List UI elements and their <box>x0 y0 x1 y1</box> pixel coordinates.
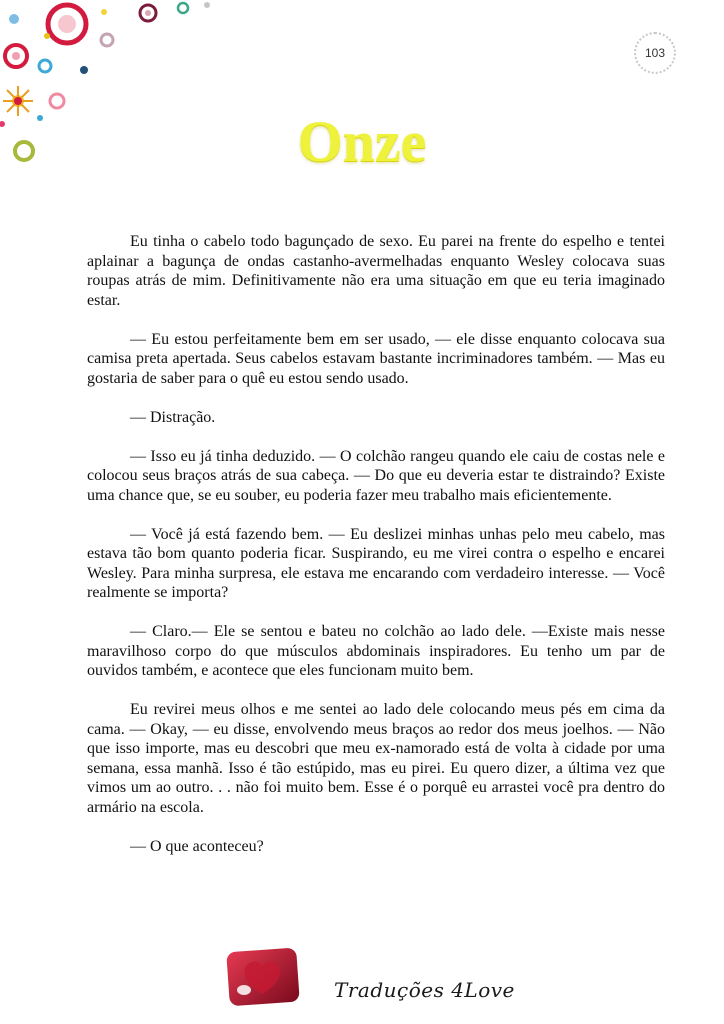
chapter-body <box>87 232 665 876</box>
paragraph: — Claro.— Ele se sentou e bateu no colchão ao lado dele. —Existe mais nesse maravilhoso corpo do que músculos abdominais inspiradores. Eu tenho um par de ouvidos também, e acontece que eles funcionam muito bem. <box>87 623 665 679</box>
paragraph: — O que aconteceu? <box>130 837 264 855</box>
paragraph: — Distração. <box>130 408 216 426</box>
paragraph: — Eu estou perfeitamente bem em ser usado, — ele disse enquanto colocava sua camisa preta apertada. Seus cabelos estavam bastante incriminadores também. — Mas eu gostaria de saber para o quê eu estou sendo usado. <box>87 330 665 387</box>
paragraph: — Você já está fazendo bem. — Eu deslizei minhas unhas pelo meu cabelo, mas estava tão bom quanto poderia ficar. Suspirando, eu me virei contra o espelho e encarei Wesley. Para minha surpresa, ele estava me encarando com verdadeiro interesse. — Você realmente se importa? <box>87 525 665 601</box>
paragraph: Eu tinha o cabelo todo bagunçado de sexo. Eu parei na frente do espelho e tentei aplainar a bagunça de ondas castanho-avermelhadas enquanto Wesley colocava suas roupas atrás de mim. Definitivamente não era uma situação em que eu teria imaginado estar. <box>87 233 665 309</box>
logo-heart-icon <box>222 946 302 1008</box>
paragraph: — Isso eu já tinha deduzido. — O colchão rangeu quando ele caiu de costas nele e colocou seus braços atrás de sua cabeça. — Do que eu deveria estar te distraindo? Existe uma chance que, se eu souber, eu poderia fazer meu trabalho mais eficientemente. <box>87 447 665 504</box>
page-number: 103 <box>634 32 676 74</box>
brand-signature: Traduções 4Love <box>334 978 515 1002</box>
paragraph: Eu revirei meus olhos e me sentei ao lado dele colocando meus pés em cima da cama. — Okay, — eu disse, envolvendo meus braços ao redor dos meus joelhos. — Não que isso importe, mas eu descobri que meu ex-namorado está de volta à cidade por uma semana, essa manhã. Isso é tão estúpido, mas eu pirei. Eu quero dizer, a última vez que vimos um ao outro. . . não foi muito bem. Esse é o porquê eu arrastei você pra dentro do armário na escola. <box>87 701 665 816</box>
chapter-title: Onze <box>297 109 427 174</box>
